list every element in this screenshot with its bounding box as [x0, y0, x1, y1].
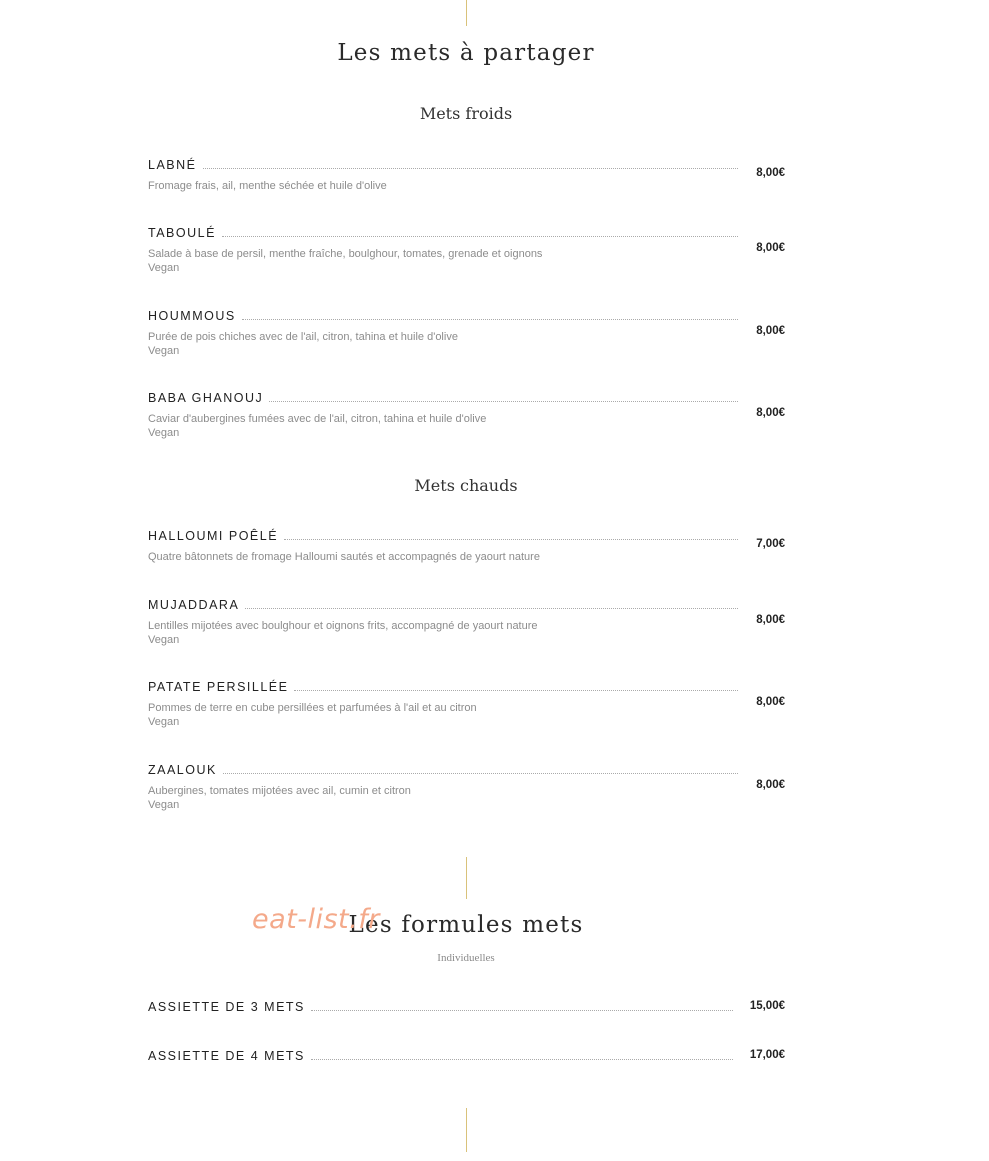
- item-description: Fromage frais, ail, menthe séchée et huile d'olive: [148, 180, 387, 192]
- item-description: Lentilles mijotées avec boulghour et oignons frits, accompagné de yaourt nature: [148, 620, 538, 632]
- menu-item: [148, 391, 785, 440]
- formules-subtitle: Individuelles: [437, 952, 495, 964]
- item-name: LABNÉ: [148, 158, 197, 172]
- dotted-leader: [222, 235, 738, 237]
- item-description: Purée de pois chiches avec de l'ail, citron, tahina et huile d'olive: [148, 331, 458, 343]
- dotted-leader: [242, 318, 738, 320]
- item-price: 17,00€: [749, 1049, 785, 1061]
- item-price: 8,00€: [756, 407, 785, 419]
- item-price: 8,00€: [756, 696, 785, 708]
- item-price: 8,00€: [756, 614, 785, 626]
- item-name: TABOULÉ: [148, 226, 216, 240]
- item-price: 8,00€: [756, 167, 785, 179]
- item-description: Aubergines, tomates mijotées avec ail, cumin et citron: [148, 785, 411, 797]
- item-price: 7,00€: [756, 538, 785, 550]
- menu-item: [148, 529, 785, 564]
- dotted-leader: [245, 607, 738, 609]
- item-price: 8,00€: [756, 242, 785, 254]
- item-price: 8,00€: [756, 325, 785, 337]
- item-name: HALLOUMI POÊLÉ: [148, 529, 279, 543]
- item-description: Quatre bâtonnets de fromage Halloumi sautés et accompagnés de yaourt nature: [148, 551, 540, 563]
- dotted-leader: [223, 772, 738, 774]
- dotted-leader: [311, 1009, 733, 1011]
- formule-item: [148, 1000, 785, 1014]
- menu-item: [148, 680, 785, 729]
- dotted-leader: [294, 689, 738, 691]
- item-name: BABA GHANOUJ: [148, 391, 264, 405]
- item-name: ASSIETTE DE 3 METS: [148, 1000, 305, 1014]
- menu-item: [148, 226, 785, 275]
- vegan-tag: Vegan: [148, 634, 180, 646]
- item-name: PATATE PERSILLÉE: [148, 680, 289, 694]
- item-name: ASSIETTE DE 4 METS: [148, 1049, 305, 1063]
- dotted-leader: [284, 538, 738, 540]
- vegan-tag: Vegan: [148, 716, 180, 728]
- dotted-leader: [269, 400, 738, 402]
- formule-item: [148, 1049, 785, 1063]
- menu-item: [148, 763, 785, 812]
- section-divider-line: [466, 857, 467, 899]
- menu-item: [148, 158, 785, 193]
- item-price: 8,00€: [756, 779, 785, 791]
- watermark-logo: eat-list.fr: [252, 904, 380, 935]
- section-title-les-formules-mets: Les formules mets: [348, 912, 584, 938]
- menu-item: [148, 598, 785, 647]
- dotted-leader: [311, 1058, 733, 1060]
- section-title-mets-a-partager: Les mets à partager: [337, 40, 595, 66]
- item-name: MUJADDARA: [148, 598, 240, 612]
- item-description: Caviar d'aubergines fumées avec de l'ail, citron, tahina et huile d'olive: [148, 413, 487, 425]
- subsection-heading-mets-froids: Mets froids: [419, 104, 513, 123]
- item-name: HOUMMOUS: [148, 309, 236, 323]
- vegan-tag: Vegan: [148, 262, 180, 274]
- subsection-heading-mets-chauds: Mets chauds: [414, 476, 518, 495]
- item-price: 15,00€: [749, 1000, 785, 1012]
- top-divider-line: [466, 0, 467, 26]
- menu-item: [148, 309, 785, 358]
- item-description: Salade à base de persil, menthe fraîche, boulghour, tomates, grenade et oignons: [148, 248, 543, 260]
- item-description: Pommes de terre en cube persillées et parfumées à l'ail et au citron: [148, 702, 477, 714]
- dotted-leader: [203, 167, 739, 169]
- vegan-tag: Vegan: [148, 427, 180, 439]
- item-name: ZAALOUK: [148, 763, 217, 777]
- vegan-tag: Vegan: [148, 345, 180, 357]
- vegan-tag: Vegan: [148, 799, 180, 811]
- bottom-divider-line: [466, 1108, 467, 1152]
